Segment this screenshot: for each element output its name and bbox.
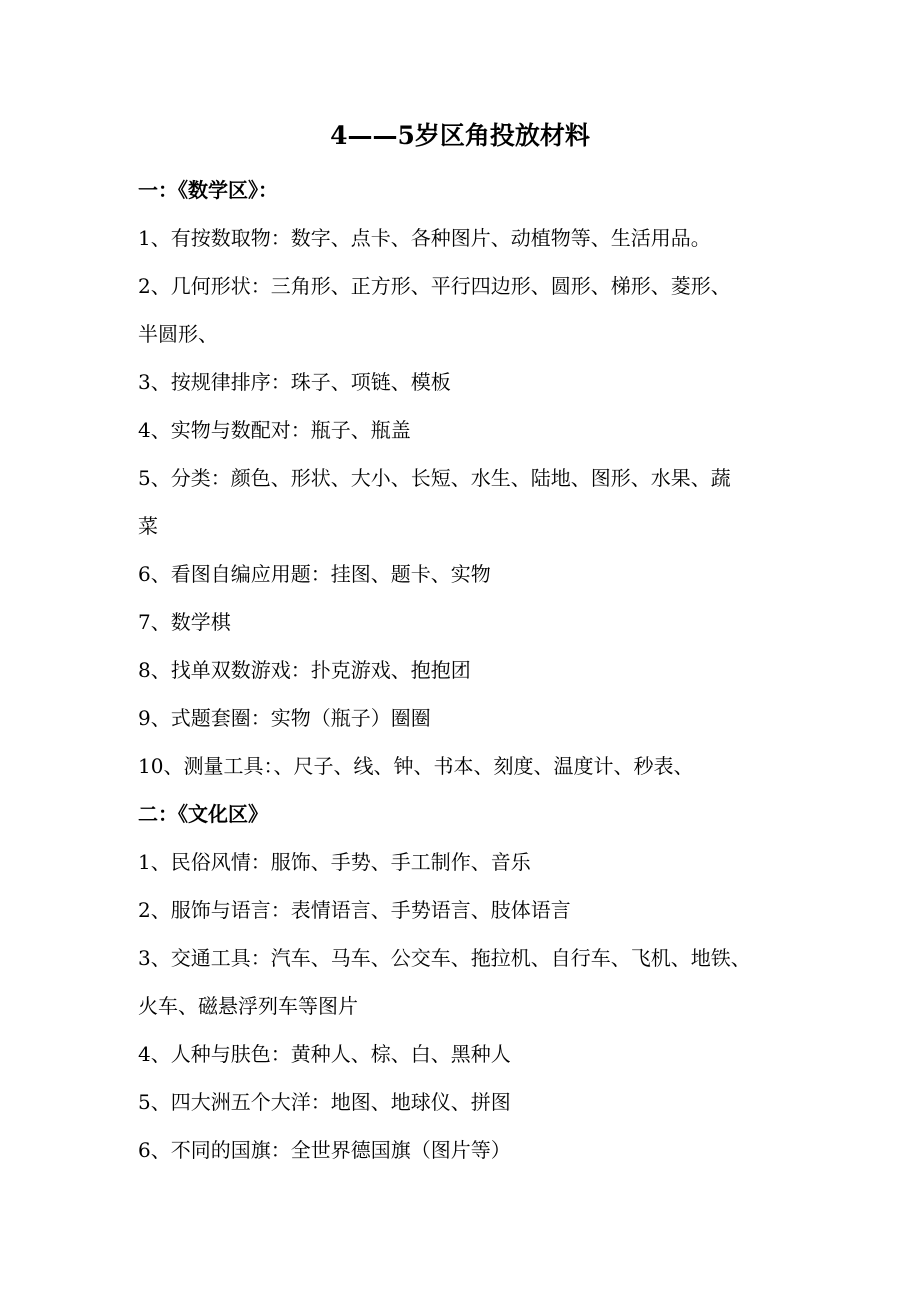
section-heading-culture: 二：《文化区》: [138, 802, 268, 826]
math-item-6: 6、看图自编应用题：挂图、题卡、实物: [138, 562, 491, 586]
math-item-5: 5、分类：颜色、形状、大小、长短、水生、陆地、图形、水果、蔬: [138, 466, 731, 490]
math-item-5-continued: 菜: [138, 514, 158, 538]
math-item-2-continued: 半圆形、: [138, 322, 218, 346]
culture-item-1: 1、民俗风情：服饰、手势、手工制作、音乐: [138, 850, 531, 874]
math-item-8: 8、找单双数游戏：扑克游戏、抱抱团: [138, 658, 471, 682]
culture-item-3-continued: 火车、磁悬浮列车等图片: [138, 994, 358, 1018]
math-item-10: 10、测量工具：、尺子、线、钟、书本、刻度、温度计、秒表、: [138, 754, 694, 778]
math-item-7: 7、数学棋: [138, 610, 231, 634]
math-item-9: 9、式题套圈：实物（瓶子）圈圈: [138, 706, 431, 730]
math-item-1: 1、有按数取物：数字、点卡、各种图片、动植物等、生活用品。: [138, 226, 711, 250]
document-body: [138, 166, 798, 1174]
culture-item-2: 2、服饰与语言：表情语言、手势语言、肢体语言: [138, 898, 571, 922]
culture-item-6: 6、不同的国旗：全世界德国旗（图片等）: [138, 1138, 511, 1162]
culture-item-4: 4、人种与肤色：黄种人、棕、白、黑种人: [138, 1042, 511, 1066]
culture-item-5: 5、四大洲五个大洋：地图、地球仪、拼图: [138, 1090, 511, 1114]
math-item-2: 2、几何形状：三角形、正方形、平行四边形、圆形、梯形、菱形、: [138, 274, 731, 298]
math-item-3: 3、按规律排序：珠子、项链、模板: [138, 370, 451, 394]
math-item-4: 4、实物与数配对：瓶子、瓶盖: [138, 418, 411, 442]
document-title: 4——5岁区角投放材料: [330, 121, 590, 150]
culture-item-3: 3、交通工具：汽车、马车、公交车、拖拉机、自行车、飞机、地铁、: [138, 946, 751, 970]
section-heading-math: 一：《数学区》：: [138, 178, 278, 202]
